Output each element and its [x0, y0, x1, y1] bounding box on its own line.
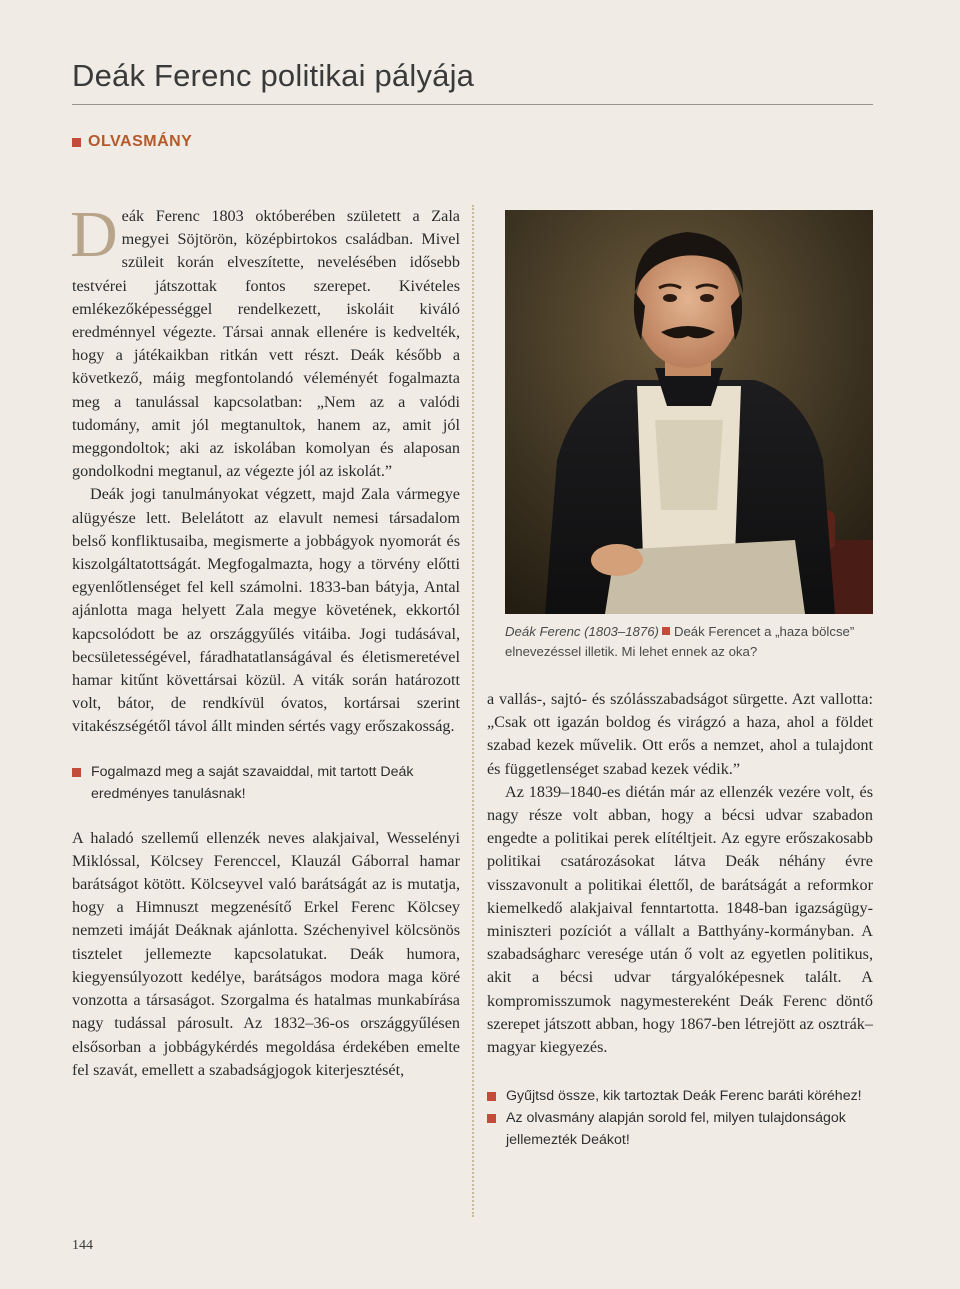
- section-label-text: OLVASMÁNY: [88, 133, 193, 150]
- task-text: Gyűjtsd össze, kik tartoztak Deák Ferenc baráti köréhez!: [506, 1088, 862, 1105]
- column-divider: [472, 205, 474, 1217]
- paragraph-5: Az 1839–1840-es diétán már az ellenzék vezére volt, és nagy része volt abban, hogy a bécsi udvar szabadon engedte a politikai perek elítéltjeit. Az egyre erőszakosabb politikai csatározásokat látva Deák néhány évre visszavonult a politikai élettől, de barátságát a reformkor kiemelkedő alakjaival fenntartotta. 1848-ban igazságügy-miniszteri pozíciót a vállalt a Batthyány-kormányban. A szabadságharc veresége után ő volt az egyetlen politikus, akit a bécsi udvar tárgyalóképesnek talált. A kompromisszumok nagymestereként Deák Ferenc döntő szerepet játszott abban, hogy 1867-ben létrejött az osztrák–magyar kiegyezés.: [487, 782, 873, 1057]
- paragraph-1-text: eák Ferenc 1803 októberében született a Zala megyei Söjtörön, középbirtokos családban. Mivel szüleit korán elveszítette, nevelésében idősebb testvérei játszottak fontos szerepet. Kivételes emlékezőképességgel rendelkezett, iskoláit kiváló eredménnyel végezte. Társai annak ellenére is kedvelték, hogy a játékaikban ritkán vett részt. Deák később a következő, máig megfontolandó véleményét fogalmazta meg a tanulással kapcsolatban: „Nem az a valódi tudomány, amit jól megtanultok, hanem az, amit jól meggondoltok; aki az iskolában komolyan és alaposan gondolkodni megtanul, az végezte jól az iskolát.”: [72, 207, 460, 481]
- page-number: 144: [72, 1238, 93, 1253]
- dropcap: D: [70, 198, 118, 271]
- task-text: Az olvasmány alapján sorold fel, milyen tulajdonságok jellemezték Deákot!: [506, 1110, 846, 1149]
- left-column: [70, 198, 460, 1082]
- square-bullet-icon: [487, 1114, 496, 1123]
- square-bullet-icon: [72, 768, 81, 777]
- task-item: [487, 1085, 873, 1107]
- square-bullet-icon: [662, 627, 670, 635]
- paragraph-4: a vallás-, sajtó- és szólásszabadságot sürgette. Azt vallotta: „Csak ott igazán boldog és virágzó a haza, ahol a földet szabad kezek művelik. Ott erős a nemzet, ahol a tulajdont és függetlenséget szabad kezek védik.”: [487, 690, 873, 778]
- paragraph-1: [70, 198, 460, 483]
- portrait-icon: [505, 210, 873, 614]
- task-item: [487, 1107, 873, 1151]
- portrait-caption: [505, 622, 877, 662]
- caption-text: Deák Ferencet a „haza bölcse” elnevezéssel illetik. Mi lehet ennek az oka?: [505, 624, 855, 659]
- caption-name: Deák Ferenc (1803–1876): [505, 624, 659, 639]
- title-rule: [72, 104, 873, 105]
- right-column: [487, 688, 873, 1151]
- task-item: [72, 761, 460, 805]
- square-bullet-icon: [72, 138, 81, 147]
- paragraph-2: Deák jogi tanulmányokat végzett, majd Zala vármegye alügyésze lett. Belelátott az elavult nemesi társadalom belső konfliktusaiba, megismerte a jobbágyok nyomorát és kiszolgáltatottságát. Megfogalmazta, hogy a törvény előtti egyenlőtlenséget fel kell számolni. 1833-ban bátyja, Antal ajánlotta maga helyett Zala megye követének, ekkortól kapcsolódott be az országgyűlés vitáiba. Jogi tudásával, becsületességével, fáradhatatlanságával és életismeretével hamar kitűnt követtársai közül. A viták során határozott volt, bátor, de rendkívül óvatos, kortársai szerint vitakészségétől távol állt minden sértés vagy erőszakosság.: [72, 485, 460, 736]
- paragraph-3: A haladó szellemű ellenzék neves alakjaival, Wesselényi Miklóssal, Kölcsey Ferenccel, Klauzál Gáborral hamar barátságot kötött. Kölcseyvel való barátságát az is mutatja, hogy a Himnuszt megzenésítő Erkel Ferenc Kölcsey nemzeti imáját Deáknak ajánlotta. Széchenyivel kölcsönös tisztelet jellemezte kapcsolatukat. Deák humora, kiegyensúlyozott kedélye, barátságos modora maga köré vonzotta a társaságot. Szorgalma és hatalmas munkabírása nagy tudással párosult. Az 1832–36-os országgyűlésen elsősorban a jobbágykérdés megoldása érdekében emelte fel szavát, emellett a szabadságjogok kiterjesztését,: [72, 828, 460, 1079]
- page-title: Deák Ferenc politikai pályája: [72, 58, 475, 93]
- spacer: [72, 805, 460, 827]
- square-bullet-icon: [487, 1092, 496, 1101]
- section-label: [72, 133, 192, 151]
- task-list: [487, 1085, 873, 1151]
- spacer: [72, 739, 460, 761]
- task-text: Fogalmazd meg a saját szavaiddal, mit tartott Deák eredményes tanulásnak!: [91, 763, 414, 802]
